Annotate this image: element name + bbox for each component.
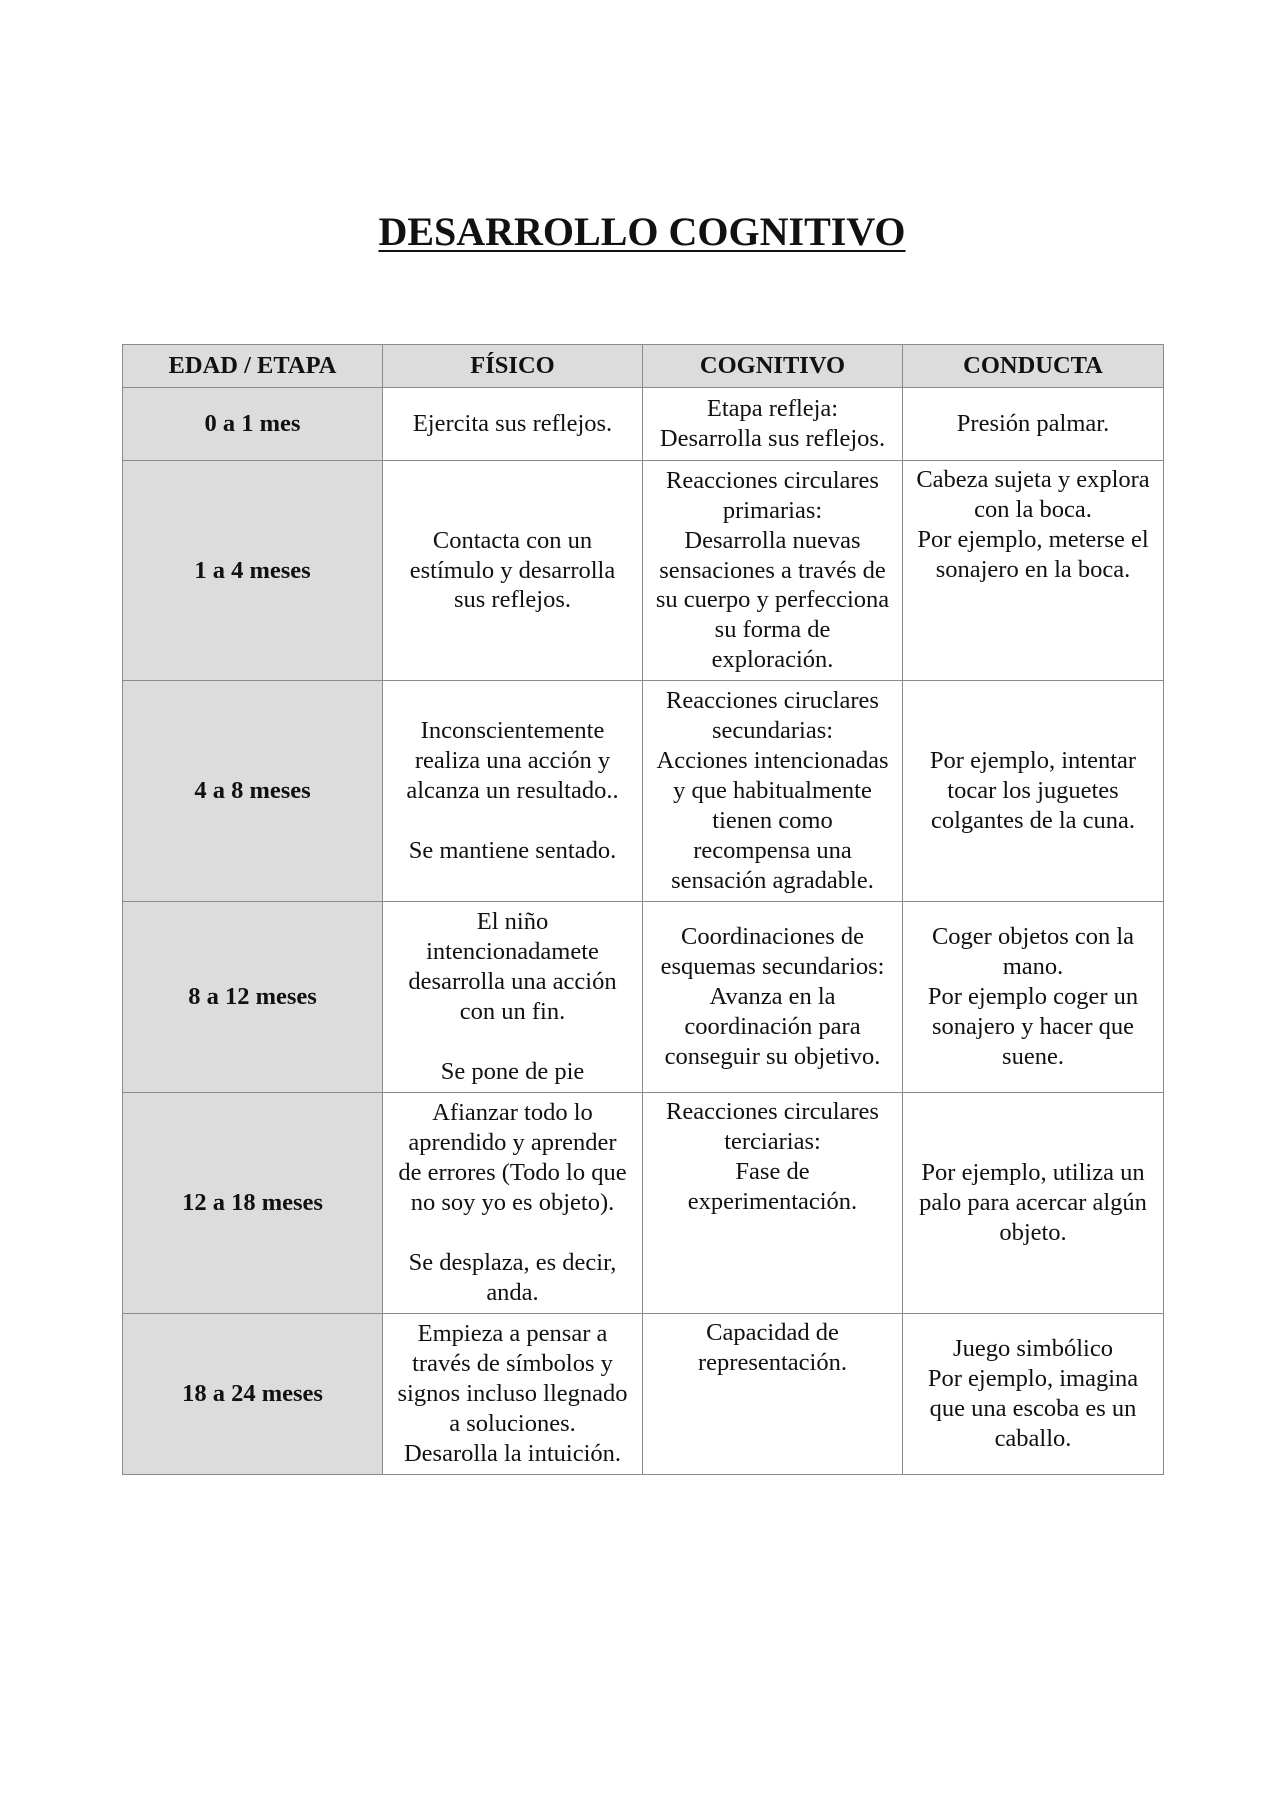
fisico-cell: Inconscientemente realiza una acción y alcanza un resultado.. Se mantiene sentado. <box>383 681 643 902</box>
table-body <box>123 388 1164 1475</box>
header-conducta: CONDUCTA <box>903 345 1164 388</box>
table-row <box>123 461 1164 681</box>
header-fisico: FÍSICO <box>383 345 643 388</box>
conducta-cell: Juego simbólico Por ejemplo, imagina que una escoba es un caballo. <box>903 1314 1164 1475</box>
header-edad: EDAD / ETAPA <box>123 345 383 388</box>
cognitivo-cell: Coordinaciones de esquemas secundarios: Avanza en la coordinación para conseguir su objetivo. <box>643 902 903 1093</box>
fisico-cell: Empieza a pensar a través de símbolos y signos incluso llegnado a soluciones. Desarolla la intuición. <box>383 1314 643 1475</box>
age-cell: 0 a 1 mes <box>123 388 383 461</box>
conducta-cell: Cabeza sujeta y explora con la boca. Por ejemplo, meterse el sonajero en la boca. <box>903 461 1164 681</box>
cognitivo-cell: Reacciones ciruclares secundarias: Acciones intencionadas y que habitualmente tienen como recompensa una sensación agradable. <box>643 681 903 902</box>
cognitivo-cell: Reacciones circulares primarias: Desarrolla nuevas sensaciones a través de su cuerpo y perfecciona su forma de exploración. <box>643 461 903 681</box>
age-cell: 12 a 18 meses <box>123 1093 383 1314</box>
fisico-cell: Afianzar todo lo aprendido y aprender de errores (Todo lo que no soy yo es objeto). Se desplaza, es decir, anda. <box>383 1093 643 1314</box>
conducta-cell: Por ejemplo, intentar tocar los juguetes colgantes de la cuna. <box>903 681 1164 902</box>
document-title: DESARROLLO COGNITIVO <box>378 209 906 254</box>
conducta-cell: Coger objetos con la mano. Por ejemplo coger un sonajero y hacer que suene. <box>903 902 1164 1093</box>
table-row <box>123 388 1164 461</box>
age-cell: 1 a 4 meses <box>123 461 383 681</box>
header-row <box>123 345 1164 388</box>
header-cognitivo: COGNITIVO <box>643 345 903 388</box>
fisico-cell: El niño intencionadamete desarrolla una acción con un fin. Se pone de pie <box>383 902 643 1093</box>
fisico-cell: Contacta con un estímulo y desarrolla sus reflejos. <box>383 461 643 681</box>
table-row <box>123 902 1164 1093</box>
age-cell: 18 a 24 meses <box>123 1314 383 1475</box>
conducta-cell: Por ejemplo, utiliza un palo para acercar algún objeto. <box>903 1093 1164 1314</box>
cognitivo-cell: Reacciones circulares terciarias: Fase de experimentación. <box>643 1093 903 1314</box>
cognitivo-cell: Etapa refleja: Desarrolla sus reflejos. <box>643 388 903 461</box>
development-table <box>122 344 1164 1475</box>
conducta-cell: Presión palmar. <box>903 388 1164 461</box>
age-cell: 8 a 12 meses <box>123 902 383 1093</box>
fisico-cell: Ejercita sus reflejos. <box>383 388 643 461</box>
cognitivo-cell: Capacidad de representación. <box>643 1314 903 1475</box>
table-header <box>123 345 1164 388</box>
table-row <box>123 1093 1164 1314</box>
age-cell: 4 a 8 meses <box>123 681 383 902</box>
table-row <box>123 681 1164 902</box>
table-row <box>123 1314 1164 1475</box>
